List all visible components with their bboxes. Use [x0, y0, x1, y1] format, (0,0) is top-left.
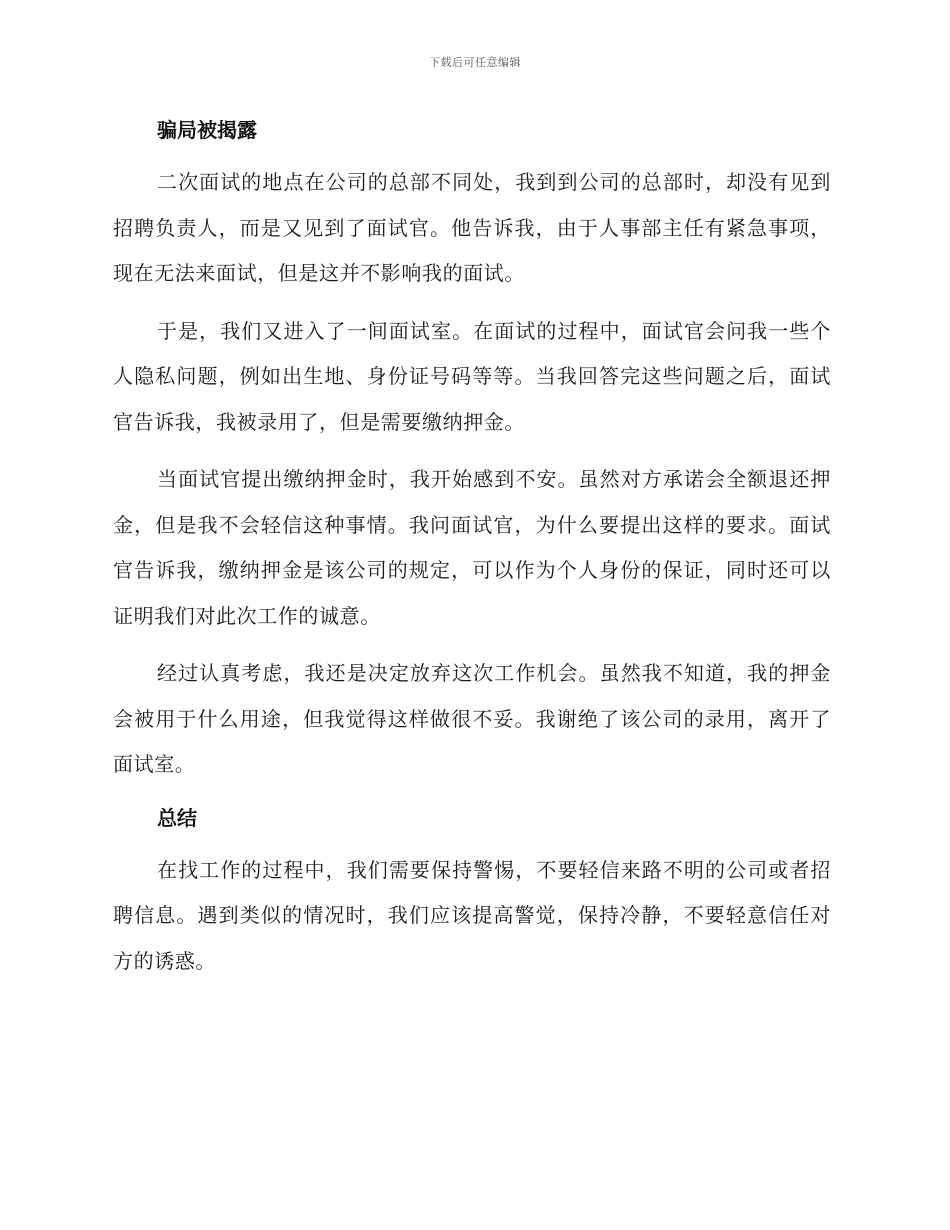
- paragraph: 经过认真考虑，我还是决定放弃这次工作机会。虽然我不知道，我的押金会被用于什么用途，但我觉得这样做很不妥。我谢绝了该公司的录用，离开了面试室。: [113, 661, 831, 776]
- paragraph: 当面试官提出缴纳押金时，我开始感到不安。虽然对方承诺会全额退还押金，但是我不会轻信这种事情。我问面试官，为什么要提出这样的要求。面试官告诉我，缴纳押金是该公司的规定，可以作为个人身份的保证，同时还可以证明我们对此次工作的诚意。: [113, 467, 831, 628]
- paragraph: 于是，我们又进入了一间面试室。在面试的过程中，面试官会问我一些个人隐私问题，例如出生地、身份证号码等等。当我回答完这些问题之后，面试官告诉我，我被录用了，但是需要缴纳押金。: [113, 318, 831, 434]
- page-header: 下载后可任意编辑: [429, 56, 521, 69]
- document-body: [113, 112, 831, 996]
- paragraph: 二次面试的地点在公司的总部不同处，我到到公司的总部时，却没有见到招聘负责人，而是又见到了面试官。他告诉我，由于人事部主任有紧急事项，现在无法来面试，但是这并不影响我的面试。: [113, 170, 831, 285]
- section-title: 总结: [157, 805, 197, 830]
- section-title: 骗局被揭露: [157, 118, 257, 142]
- paragraph: 在找工作的过程中，我们需要保持警惕，不要轻信来路不明的公司或者招聘信息。遇到类似的情况时，我们应该提高警觉，保持冷静，不要轻意信任对方的诱惑。: [113, 857, 831, 973]
